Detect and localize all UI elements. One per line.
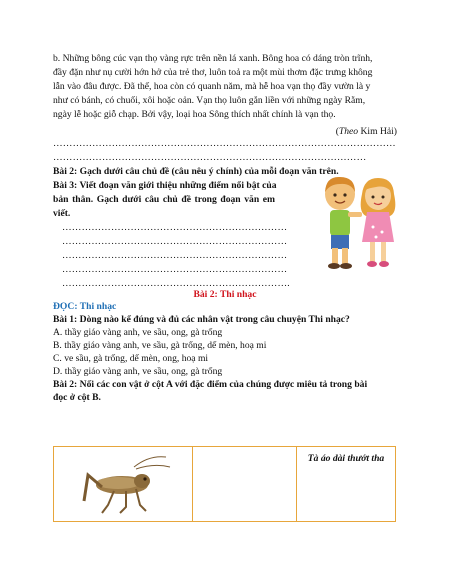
source-author: Theo	[338, 126, 359, 137]
girl-figure	[361, 178, 396, 267]
answer-dotted-line[interactable]: ……………………………………………………………	[62, 250, 288, 261]
cell-empty[interactable]	[193, 446, 297, 522]
answer-dotted-line[interactable]: ……………………………………………………………	[62, 222, 288, 233]
section-title: Bài 2: Thi nhạc	[193, 289, 257, 300]
passage-line: như có bánh, có chuối, xôi hoặc oản. Vạn thọ luôn gắn liền với những ngày Rằm,	[53, 95, 366, 106]
passage-source: (Theo Kim Hải)	[335, 126, 397, 137]
cell-animal-image[interactable]	[53, 446, 193, 522]
passage-line: lẫn vào đâu được. Đã thế, hoa còn có quanh năm, mà hễ hoa vạn thọ đầy vườn là y	[53, 81, 371, 92]
children-illustration	[318, 172, 400, 272]
passage-line: đầy đặn như nụ cười hớn hở của trẻ thơ, luôn toả ra một mùi thơm đặc trưng không	[53, 67, 373, 78]
reading-question-2-line: đọc ở cột B.	[53, 392, 101, 403]
passage-line: ngày lễ hoặc giỗ chạp. Bởi vậy, loại hoa Sông thích nhất chính là vạn thọ.	[53, 109, 336, 120]
cell-description[interactable]	[297, 446, 396, 522]
exercise-3-prompt-line: Bài 3: Viết đoạn văn giới thiệu những điểm nổi bật của	[53, 180, 277, 191]
answer-dotted-line[interactable]: ……………………………………………………………………………………	[53, 152, 367, 163]
passage-line: b. Những bông cúc vạn thọ vàng rực trên nền lá xanh. Bông hoa có dáng tròn trĩnh,	[53, 53, 373, 64]
answer-dotted-line[interactable]: ……………………………………………………………………………………………	[53, 138, 396, 149]
answer-option-c[interactable]: C. ve sầu, gà trống, dế mèn, ong, hoạ mi	[53, 353, 209, 364]
cricket-icon	[74, 453, 174, 517]
answer-option-b[interactable]: B. thầy giáo vàng anh, ve sầu, gà trống, dế mèn, hoạ mi	[53, 340, 267, 351]
answer-option-a[interactable]: A. thầy giáo vàng anh, ve sầu, ong, gà trống	[53, 327, 223, 338]
boy-figure	[325, 177, 362, 269]
answer-option-d[interactable]: D. thầy giáo vàng anh, ve sầu, ong, gà trống	[53, 366, 223, 377]
reading-question-1: Bài 1: Dòng nào kể đúng và đủ các nhân vật trong câu chuyện Thi nhạc?	[53, 314, 350, 325]
answer-dotted-line[interactable]: …………………………………………………………….	[62, 278, 290, 289]
exercise-3-prompt-line: viết.	[53, 208, 71, 219]
answer-dotted-line[interactable]: ……………………………………………………………	[62, 236, 288, 247]
matching-table	[53, 446, 396, 522]
exercise-3-prompt-line: bản thân. Gạch dưới câu chủ đề trong đoạn văn em	[53, 194, 276, 205]
source-name: Kim Hải	[360, 126, 394, 137]
reading-question-2-line: Bài 2: Nối các con vật ở cột A với đặc điểm của chúng được miêu tả trong bài	[53, 379, 368, 390]
answer-dotted-line[interactable]: ……………………………………………………………	[62, 264, 288, 275]
description-label: Tà áo dài thướt tha	[307, 453, 385, 464]
exercise-2-prompt: Bài 2: Gạch dưới câu chủ đề (câu nêu ý chính) của mỗi đoạn văn trên.	[53, 166, 339, 177]
reading-heading: ĐỌC: Thi nhạc	[53, 301, 117, 312]
